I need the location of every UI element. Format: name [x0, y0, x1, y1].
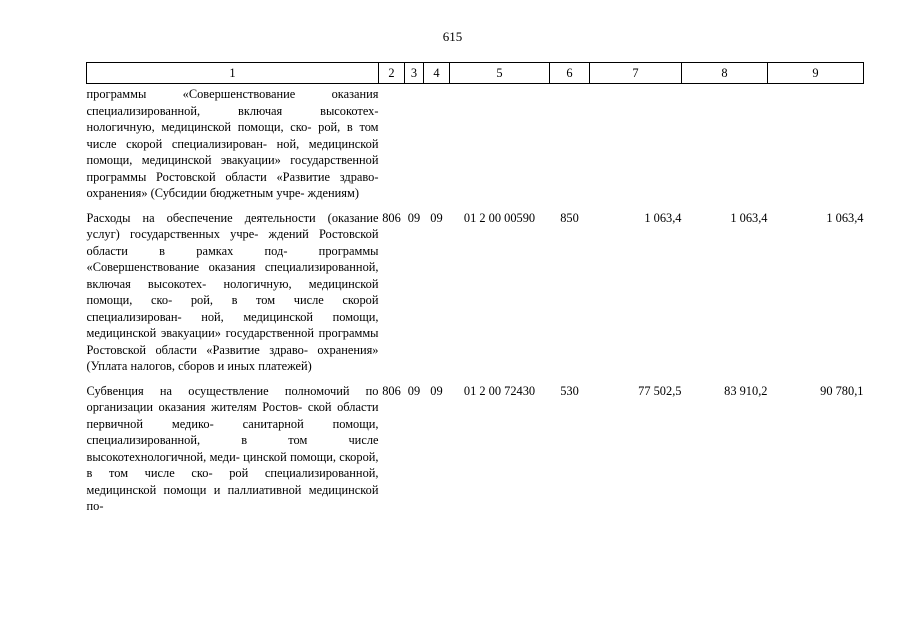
budget-table: [86, 62, 864, 515]
col-header-9: 9: [768, 63, 864, 84]
cell-amount-1: [590, 84, 682, 202]
cell-amount-2: 83 910,2: [724, 383, 768, 398]
page-number: 615: [442, 29, 463, 44]
table-row: [87, 375, 864, 515]
col-header-5: 5: [450, 63, 550, 84]
cell-target-article: 01 2 00 00590: [463, 210, 536, 225]
row-description: Расходы на обеспечение деятельности (оказание услуг) государственных учре- ждений Ростовской области в рамках под- программы «Совершенствование оказания специализированной, включая высокотех- нологичную, медицинской помощи, ско- рой, в том числе скорой специализирован- ной, медицинской помощи, медицинской эвакуации» государственной программы Ростовской области «Развитие здраво- охранения» (Уплата налогов, сборов и иных платежей): [86, 210, 379, 373]
cell-amount-2: [682, 84, 768, 202]
col-header-1: 1: [87, 63, 379, 84]
table-row: [87, 84, 864, 202]
cell-admin-code: 806: [382, 383, 401, 398]
table-row: [87, 202, 864, 375]
cell-subsection: [424, 84, 450, 202]
header-row: [87, 63, 864, 84]
col-header-6: 6: [550, 63, 590, 84]
cell-target-article: [450, 84, 550, 202]
col-header-3: 3: [405, 63, 424, 84]
cell-admin-code: [379, 84, 405, 202]
cell-amount-3: 90 780,1: [820, 383, 864, 398]
cell-expense-type: 530: [560, 383, 579, 398]
col-header-8: 8: [682, 63, 768, 84]
cell-target-article: 01 2 00 72430: [463, 383, 536, 398]
cell-amount-2: 1 063,4: [730, 210, 768, 225]
cell-expense-type: [550, 84, 590, 202]
cell-amount-1: 77 502,5: [638, 383, 682, 398]
col-header-7: 7: [590, 63, 682, 84]
cell-subsection: 09: [430, 210, 443, 225]
cell-expense-type: 850: [560, 210, 579, 225]
col-header-2: 2: [379, 63, 405, 84]
cell-amount-1: 1 063,4: [644, 210, 682, 225]
cell-section: 09: [407, 383, 421, 398]
col-header-4: 4: [424, 63, 450, 84]
row-description: Субвенция на осуществление полномочий по организации оказания жителям Ростов- ской области первичной медико- санитарной помощи, специализированной, в том числе высокотехнологичной, меди- цинской помощи, скорой, в том числе ско- рой специализированной, медицинской помощи и паллиативной медицинской по-: [86, 383, 379, 513]
cell-subsection: 09: [430, 383, 443, 398]
cell-amount-3: 1 063,4: [826, 210, 864, 225]
cell-section: 09: [407, 210, 421, 225]
cell-admin-code: 806: [382, 210, 401, 225]
cell-section: [405, 84, 424, 202]
cell-amount-3: [768, 84, 864, 202]
row-description: программы «Совершенствование оказания специализированной, включая высокотех- нологичную, медицинской помощи, ско- рой, в том числе скорой специализирован- ной, медицинской помощи, медицинской эвакуации» государственной программы Ростовской области «Развитие здраво- охранения» (Субсидии бюджетным учре- ждениям): [86, 87, 379, 200]
